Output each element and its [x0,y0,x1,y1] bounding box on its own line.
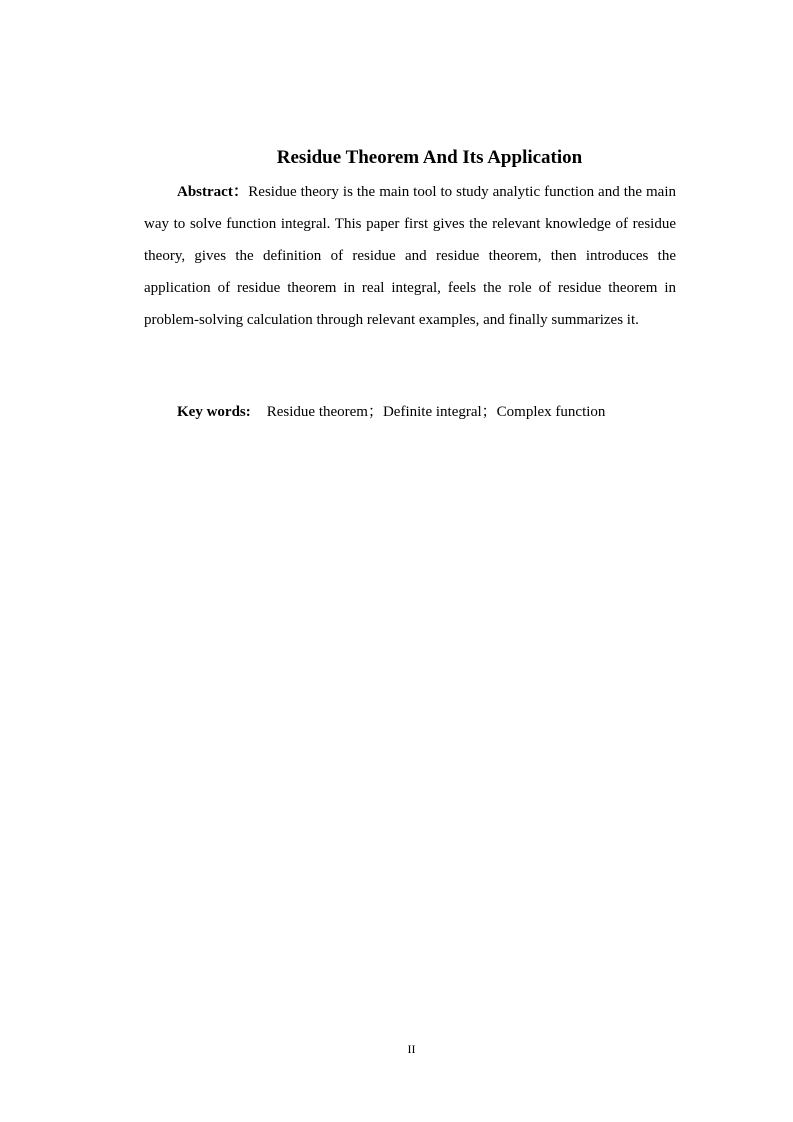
paper-title: Residue Theorem And Its Application [276,147,583,168]
keywords-text: Residue theorem；Definite integral；Complex function [266,404,606,420]
abstract-paragraph [144,176,676,336]
abstract-text: Residue theory is the main tool to study analytic function and the main way to solve function integral. This paper first gives the relevant knowledge of residue theory, gives the definition of residue and residue theorem, then introduces the application of residue theorem in real integral, feels the role of residue theorem in problem-solving calculation through relevant examples, and finally summarizes it. [144,184,676,328]
keywords-line [177,396,677,428]
page-number: II [407,1042,416,1056]
keywords-label: Key words: [177,404,251,420]
abstract-label: Abstract： [177,184,249,200]
